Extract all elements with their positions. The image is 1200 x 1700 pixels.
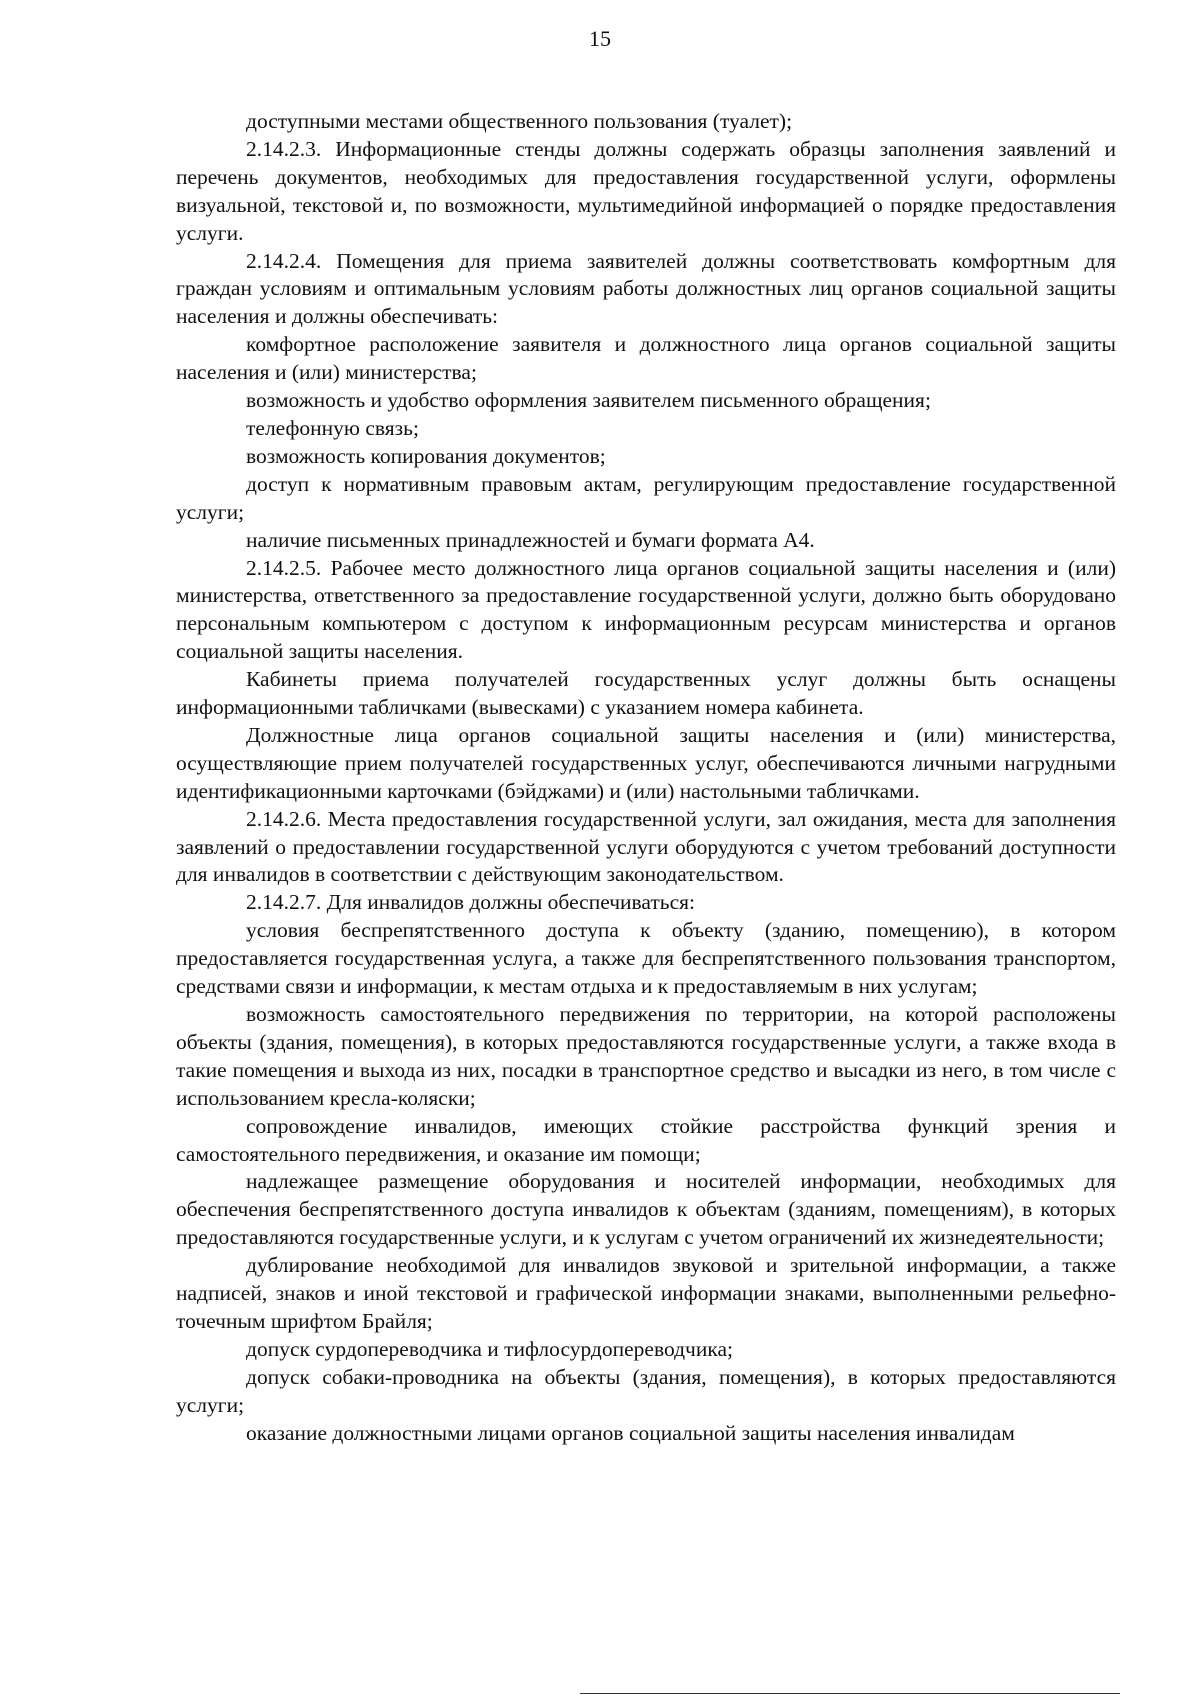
paragraph-2-14-2-5: 2.14.2.5. Рабочее место должностного лица органов социальной защиты населения и (или) министерства, ответственного за предоставление государственной услуги, должно быть оборудовано персональным компьютером с доступом к информационным ресурсам министерства и органов социальной защиты населения. — [176, 555, 1116, 664]
paragraph-2-14-2-3: 2.14.2.3. Информационные стенды должны содержать образцы заполнения заявлений и перечень документов, необходимых для предоставления государственной услуги, оформлены визуальной, текстовой и, по возможности, мультимедийной информацией о порядке предоставления услуги. — [176, 136, 1116, 245]
list-item: комфортное расположение заявителя и должностного лица органов социальной защиты населения и (или) министерства; — [176, 332, 1116, 385]
paragraph-2-14-2-6: 2.14.2.6. Места предоставления государственной услуги, зал ожидания, места для заполнения заявлений о предоставлении государственной услуги оборудуются с учетом требований доступности для инвалидов в соответствии с действующим законодательством. — [176, 806, 1116, 887]
paragraph-2-14-2-7: 2.14.2.7. Для инвалидов должны обеспечиваться: — [246, 890, 695, 915]
list-item: доступ к нормативным правовым актам, регулирующим предоставление государственной услуги; — [176, 471, 1116, 524]
list-item: возможность копирования документов; — [246, 443, 606, 468]
list-item: дублирование необходимой для инвалидов звуковой и зрительной информации, а также надписей, знаков и иной текстовой и графической информации знаками, выполненными рельефно-точечным шрифтом Брайля; — [176, 1253, 1116, 1333]
page-number: 15 — [589, 26, 611, 51]
document-body — [176, 108, 1116, 1448]
paragraph-cabinets: Кабинеты приема получателей государственных услуг должны быть оснащены информационными табличками (вывесками) с указанием номера кабинета. — [176, 667, 1116, 720]
list-item: возможность и удобство оформления заявителем письменного обращения; — [246, 388, 931, 413]
list-item: условия беспрепятственного доступа к объекту (зданию, помещению), в котором предоставляется государственная услуга, а также для беспрепятственного пользования транспортом, средствами связи и информации, к местам отдыха и к предоставляемым в них услугам; — [176, 918, 1116, 999]
list-item: наличие письменных принадлежностей и бумаги формата А4. — [246, 527, 815, 552]
list-item: сопровождение инвалидов, имеющих стойкие расстройства функций зрения и самостоятельного передвижения, и оказание им помощи; — [176, 1113, 1116, 1166]
list-item: телефонную связь; — [246, 415, 419, 440]
list-item: возможность самостоятельного передвижения по территории, на которой расположены объекты (здания, помещения), в которых предоставляются государственные услуги, а также входа в такие помещения и выхода из них, посадки в транспортное средство и высадки из него, в том числе с использованием кресла-коляски; — [176, 1002, 1116, 1110]
paragraph-officials: Должностные лица органов социальной защиты населения и (или) министерства, осуществляющие прием получателей государственных услуг, обеспечиваются личными нагрудными идентификационными карточками (бэйджами) и (или) настольными табличками. — [176, 722, 1116, 803]
page-bottom-divider — [580, 1693, 1120, 1694]
list-item: допуск собаки-проводника на объекты (здания, помещения), в которых предоставляются услуги; — [176, 1364, 1116, 1417]
paragraph-continuation: доступными местами общественного пользования (туалет); — [246, 109, 793, 133]
list-item: надлежащее размещение оборудования и носителей информации, необходимых для обеспечения беспрепятственного доступа инвалидов к объектам (зданиям, помещениям), в которых предоставляются государственные услуги, и к услугам с учетом ограничений их жизнедеятельности; — [176, 1169, 1116, 1250]
list-item: оказание должностными лицами органов социальной защиты населения инвалидам — [246, 1420, 1015, 1445]
paragraph-2-14-2-4: 2.14.2.4. Помещения для приема заявителей должны соответствовать комфортным для граждан условиям и оптимальным условиям работы должностных лиц органов социальной защиты населения и должны обеспечивать: — [176, 248, 1116, 329]
list-item: допуск сурдопереводчика и тифлосурдопереводчика; — [246, 1336, 733, 1361]
